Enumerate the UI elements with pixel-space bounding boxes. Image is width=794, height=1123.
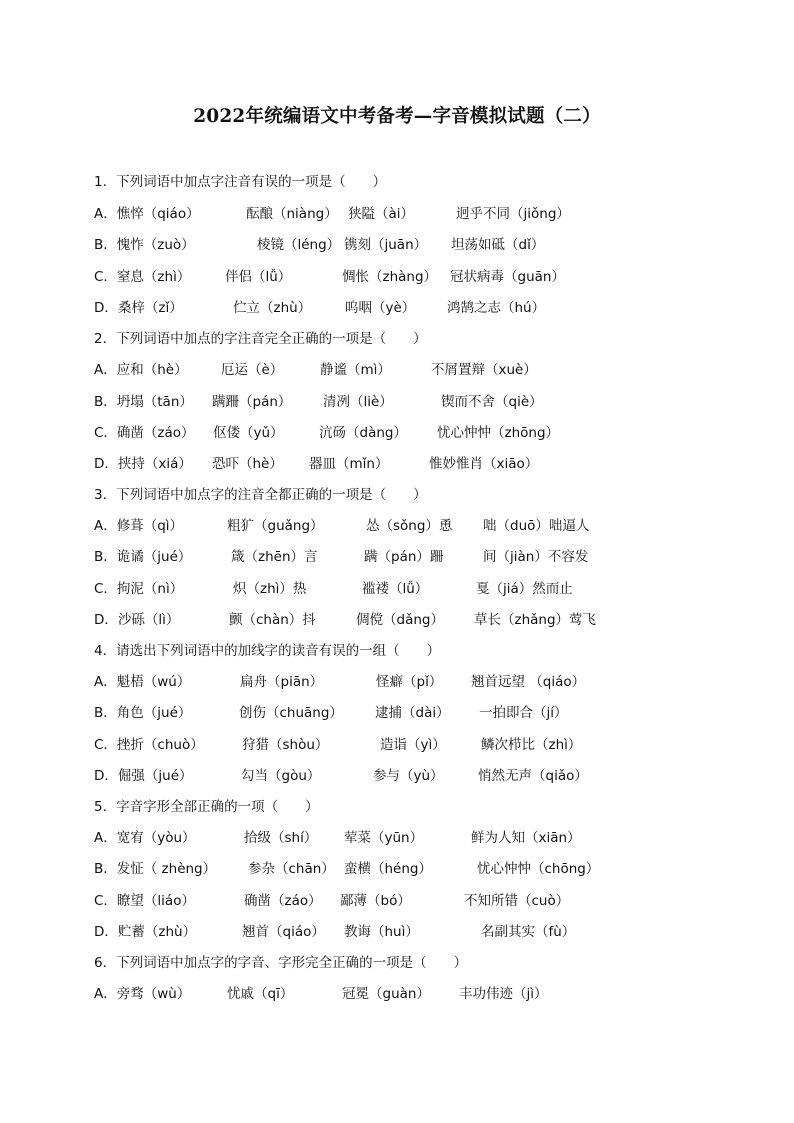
option-word: 忧心忡忡（zhōng） bbox=[437, 425, 560, 441]
option-word: 呜咽（yè） bbox=[345, 300, 416, 316]
option-word: 炽（zhì）热 bbox=[233, 581, 307, 597]
option-word: 倜傥（dǎng） bbox=[356, 612, 444, 628]
option-word: D．倔强（jué） bbox=[94, 768, 193, 784]
option-word: 冠冕（guàn） bbox=[342, 986, 430, 1002]
option-word: 悄然无声（qiǎo） bbox=[478, 768, 588, 784]
option-word: 参与（yù） bbox=[373, 768, 444, 784]
option-word: 镌刻（juān） bbox=[344, 237, 428, 253]
option-word: C．挫折（chuò） bbox=[94, 737, 204, 753]
option-word: B．角色（jué） bbox=[94, 705, 192, 721]
option-word: 静谧（mì） bbox=[320, 362, 391, 378]
option-word: 拾级（shí） bbox=[244, 830, 318, 846]
option-word: 怂（sǒng）恿 bbox=[366, 518, 453, 534]
option-word: 恐吓（hè） bbox=[212, 456, 283, 472]
option-word: 不知所错（cuò） bbox=[464, 893, 570, 909]
question-6-stem: 6．下列词语中加点字的字音、字形完全正确的一项是（ ） bbox=[94, 955, 468, 971]
option-word: 翘首（qiáo） bbox=[242, 924, 325, 940]
option-word: 伛偻（yǔ） bbox=[213, 425, 284, 441]
option-word: 箴（zhēn）言 bbox=[231, 549, 318, 565]
option-word: A．憔悴（qiáo） bbox=[94, 206, 200, 222]
option-word: 蹒（pán）跚 bbox=[364, 549, 444, 565]
question-4-stem: 4．请选出下列词语中的加线字的读音有误的一组（ ） bbox=[94, 643, 441, 659]
option-word: 惆怅（zhàng） bbox=[342, 269, 438, 285]
option-word: A．魁梧（wú） bbox=[94, 674, 191, 690]
option-word: 参杂（chān） bbox=[248, 861, 335, 877]
option-word: 坦荡如砥（dǐ） bbox=[451, 237, 545, 253]
option-word: 鲜为人知（xiān） bbox=[471, 830, 581, 846]
option-word: A．旁骛（wù） bbox=[94, 986, 191, 1002]
option-word: 草长（zhǎng）莺飞 bbox=[474, 612, 597, 628]
option-word: 清冽（liè） bbox=[323, 394, 393, 410]
option-word: 荤菜（yūn） bbox=[344, 830, 424, 846]
option-word: 丰功伟迹（jì） bbox=[459, 986, 548, 1002]
option-word: 鳞次栉比（zhì） bbox=[481, 737, 582, 753]
option-word: A．宽宥（yòu） bbox=[94, 830, 196, 846]
option-word: A．修葺（qì） bbox=[94, 518, 184, 534]
option-word: 鸿鹄之志（hú） bbox=[447, 300, 546, 316]
option-word: 怪癖（pǐ） bbox=[376, 674, 443, 690]
option-word: 间（jiàn）不容发 bbox=[483, 549, 589, 565]
option-word: C．窒息（zhì） bbox=[94, 269, 191, 285]
option-word: 狩猎（shòu） bbox=[242, 737, 329, 753]
option-word: 造诣（yì） bbox=[380, 737, 446, 753]
option-word: 蹒跚（pán） bbox=[212, 394, 292, 410]
option-word: 翘首远望 （qiáo） bbox=[471, 674, 586, 690]
option-word: 褴褛（lǚ） bbox=[362, 581, 429, 597]
option-word: B．坍塌（tān） bbox=[94, 394, 193, 410]
option-word: 颤（chàn）抖 bbox=[229, 612, 316, 628]
option-word: 器皿（mǐn） bbox=[309, 456, 389, 472]
option-word: 一拍即合（jí） bbox=[479, 705, 568, 721]
option-word: 戛（jiá）然而止 bbox=[476, 581, 573, 597]
option-word: D．贮蓄（zhù） bbox=[94, 924, 197, 940]
question-3-stem: 3．下列词语中加点字的注音全都正确的一项是（ ） bbox=[94, 487, 427, 503]
option-word: C．确凿（záo） bbox=[94, 425, 195, 441]
option-word: D．挟持（xiá） bbox=[94, 456, 192, 472]
question-1-stem: 1．下列词语中加点字注音有误的一项是（ ） bbox=[94, 174, 387, 190]
option-word: 迥乎不同（jiǒng） bbox=[456, 206, 570, 222]
option-word: 锲而不舍（qiè） bbox=[441, 394, 543, 410]
option-word: 伫立（zhù） bbox=[233, 300, 312, 316]
option-word: B．发怔（ zhèng） bbox=[94, 861, 217, 877]
option-word: 厄运（è） bbox=[221, 362, 284, 378]
option-word: 教诲（huì） bbox=[344, 924, 419, 940]
option-word: 不屑置辩（xuè） bbox=[431, 362, 537, 378]
option-word: 名副其实（fù） bbox=[481, 924, 576, 940]
option-word: A．应和（hè） bbox=[94, 362, 188, 378]
option-word: 勾当（gòu） bbox=[241, 768, 321, 784]
option-word: 逮捕（dài） bbox=[375, 705, 450, 721]
option-word: 扁舟（piān） bbox=[240, 674, 324, 690]
option-word: 忧戚（qī） bbox=[227, 986, 294, 1002]
option-word: 冠状病毒（guān） bbox=[450, 269, 565, 285]
option-word: 惟妙惟肖（xiāo） bbox=[429, 456, 539, 472]
option-word: 忧心忡忡（chōng） bbox=[477, 861, 600, 877]
question-5-stem: 5．字音字形全部正确的一项（ ） bbox=[94, 799, 319, 815]
question-2-stem: 2．下列词语中加点的字注音完全正确的一项是（ ） bbox=[94, 331, 427, 347]
option-word: 伴侣（lǚ） bbox=[225, 269, 292, 285]
option-word: 确凿（záo） bbox=[244, 893, 322, 909]
option-word: B．诡谲（jué） bbox=[94, 549, 192, 565]
option-word: 酝酿（niàng） bbox=[246, 206, 338, 222]
option-word: 创伤（chuāng） bbox=[239, 705, 343, 721]
option-word: 咄（duō）咄逼人 bbox=[483, 518, 590, 534]
option-word: 狭隘（ài） bbox=[348, 206, 415, 222]
page-title: 2022年统编语文中考备考—字音模拟试题（二） bbox=[193, 106, 601, 127]
option-word: D．桑梓（zǐ） bbox=[94, 300, 183, 316]
option-word: B．愧怍（zuò） bbox=[94, 237, 195, 253]
option-word: C．瞭望（liáo） bbox=[94, 893, 195, 909]
option-word: 蛮横（héng） bbox=[344, 861, 432, 877]
option-word: D．沙砾（lì） bbox=[94, 612, 180, 628]
option-word: 鄙薄（bó） bbox=[340, 893, 411, 909]
option-word: 沆砀（dàng） bbox=[319, 425, 407, 441]
option-word: 粗犷（guǎng） bbox=[227, 518, 324, 534]
option-word: C．拘泥（nì） bbox=[94, 581, 184, 597]
option-word: 棱镜（léng） bbox=[257, 237, 341, 253]
